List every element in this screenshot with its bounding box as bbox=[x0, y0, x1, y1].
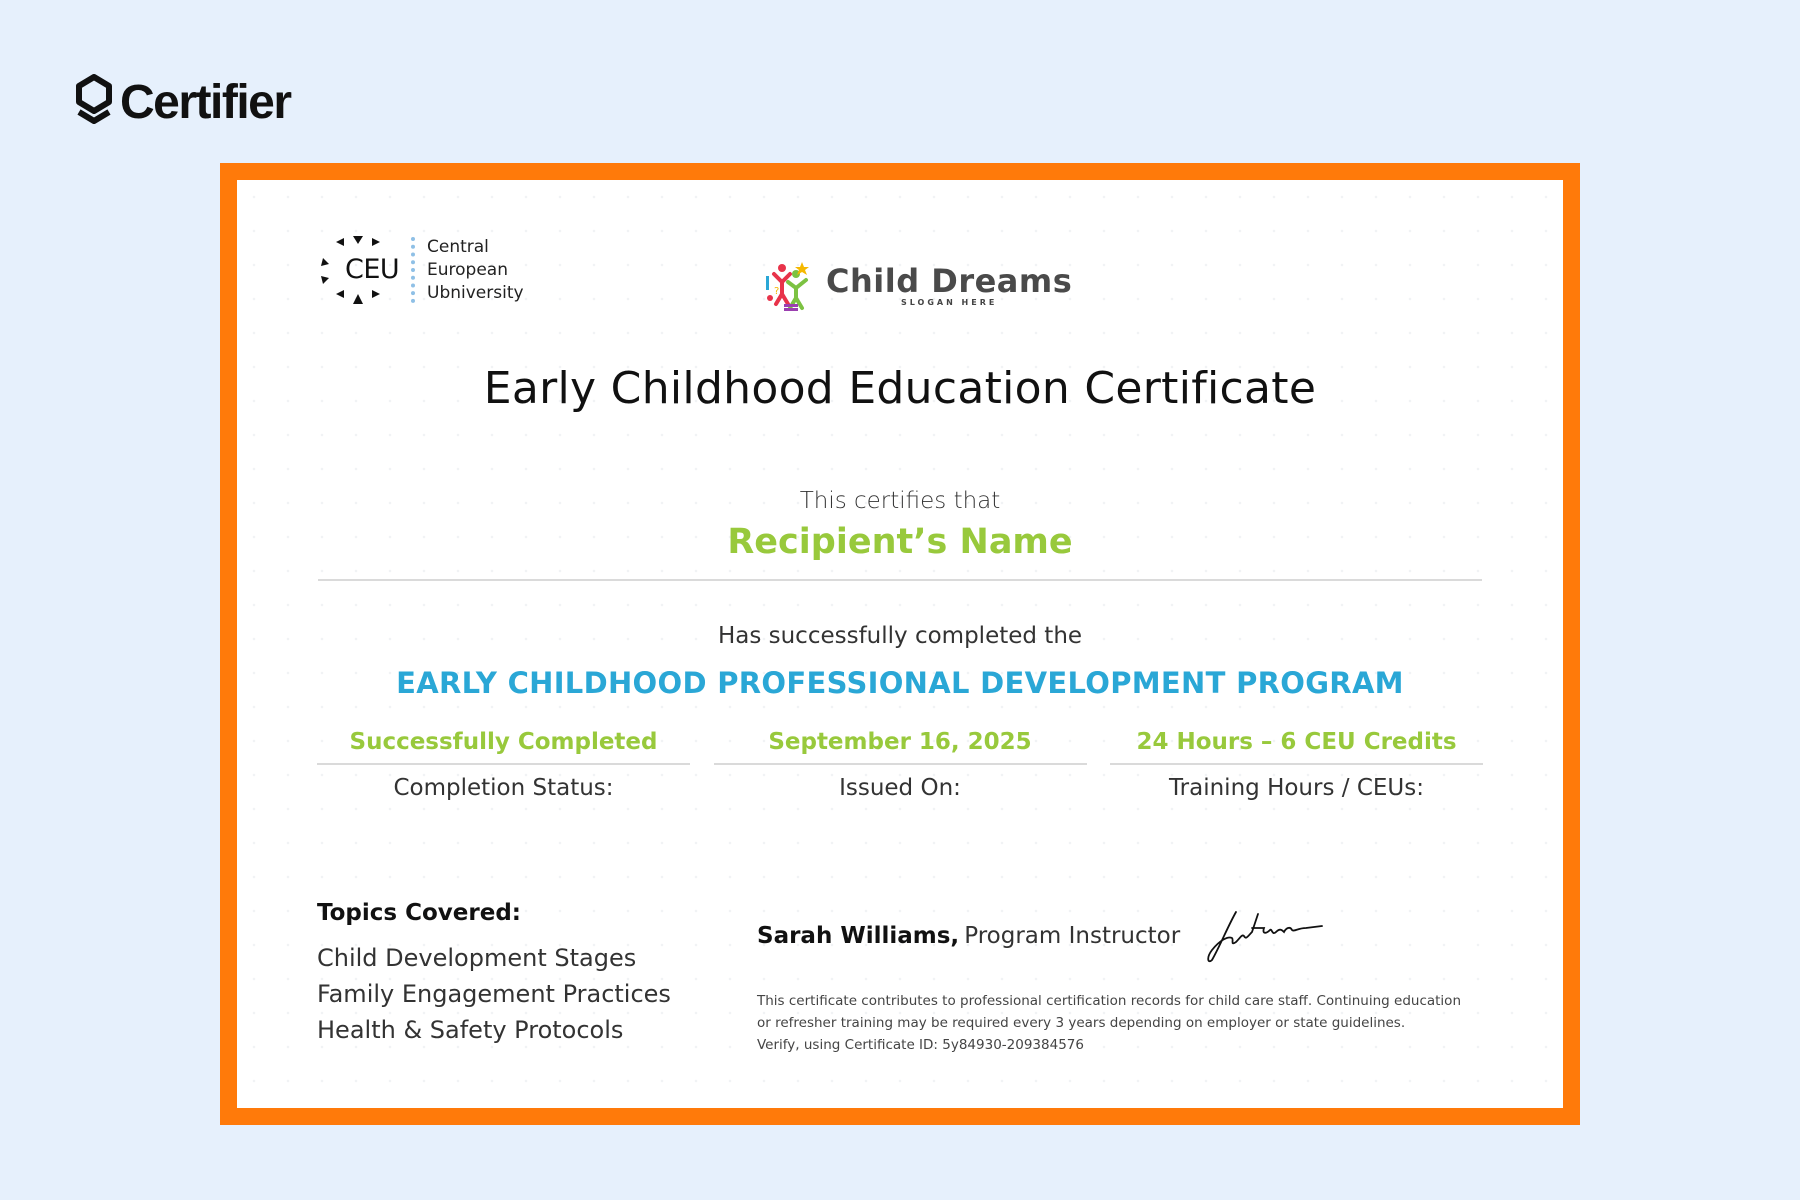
ceu-logo bbox=[317, 232, 524, 308]
topics-covered bbox=[317, 900, 671, 1048]
certifies-text: This certifies that bbox=[799, 488, 1001, 514]
signature-icon bbox=[1206, 906, 1326, 966]
ceu-name: Central European Ubniversity bbox=[427, 236, 524, 303]
certificate-id: Verify, using Certificate ID: 5y84930-209384576 bbox=[757, 1037, 1084, 1053]
svg-text:?: ? bbox=[774, 286, 780, 297]
ceu-emblem-icon: CEU bbox=[317, 232, 405, 308]
child-dreams-slogan: SLOGAN HERE bbox=[900, 297, 998, 307]
certificate bbox=[237, 180, 1563, 1108]
field-completion-status: Successfully Completed Completion Status: bbox=[317, 729, 690, 801]
brand-name: Certifier bbox=[120, 75, 291, 129]
certificate-title: Early Childhood Education Certificate bbox=[483, 363, 1317, 414]
child-dreams-emblem-icon bbox=[762, 258, 814, 312]
topic-item: Health & Safety Protocols bbox=[317, 1016, 624, 1044]
certifier-logo bbox=[74, 74, 291, 130]
logo-divider bbox=[411, 237, 415, 303]
certificate-note: This certificate contributes to professional certification records for child care staff. Continuing education or refresher training may be required every 3 years depending on employer or state guidelines. Verify, using Certificate ID: 5y84930-209384576 bbox=[757, 990, 1497, 1056]
completed-text: Has successfully completed the bbox=[717, 623, 1083, 649]
program-name: EARLY CHILDHOOD PROFESSIONAL DEVELOPMENT PROGRAM bbox=[396, 666, 1404, 700]
signatory-name: Sarah Williams, bbox=[757, 923, 960, 949]
certifier-shield-icon bbox=[74, 74, 114, 130]
recipient-underline bbox=[318, 579, 1482, 581]
topics-heading: Topics Covered: bbox=[317, 900, 521, 926]
child-dreams-logo bbox=[762, 258, 1072, 312]
signatory-role: Program Instructor bbox=[964, 923, 1181, 949]
certificate-frame bbox=[220, 163, 1580, 1125]
signatory bbox=[757, 906, 1326, 966]
recipient-name: Recipient’s Name bbox=[727, 522, 1073, 562]
certificate-fields bbox=[317, 729, 1483, 801]
topic-item: Family Engagement Practices bbox=[317, 980, 671, 1008]
field-training-hours: 24 Hours – 6 CEU Credits Training Hours / CEUs: bbox=[1110, 729, 1483, 801]
child-dreams-name: Child Dreams bbox=[826, 261, 1073, 300]
field-issued-on: September 16, 2025 Issued On: bbox=[714, 729, 1087, 801]
topic-item: Child Development Stages bbox=[317, 944, 637, 972]
